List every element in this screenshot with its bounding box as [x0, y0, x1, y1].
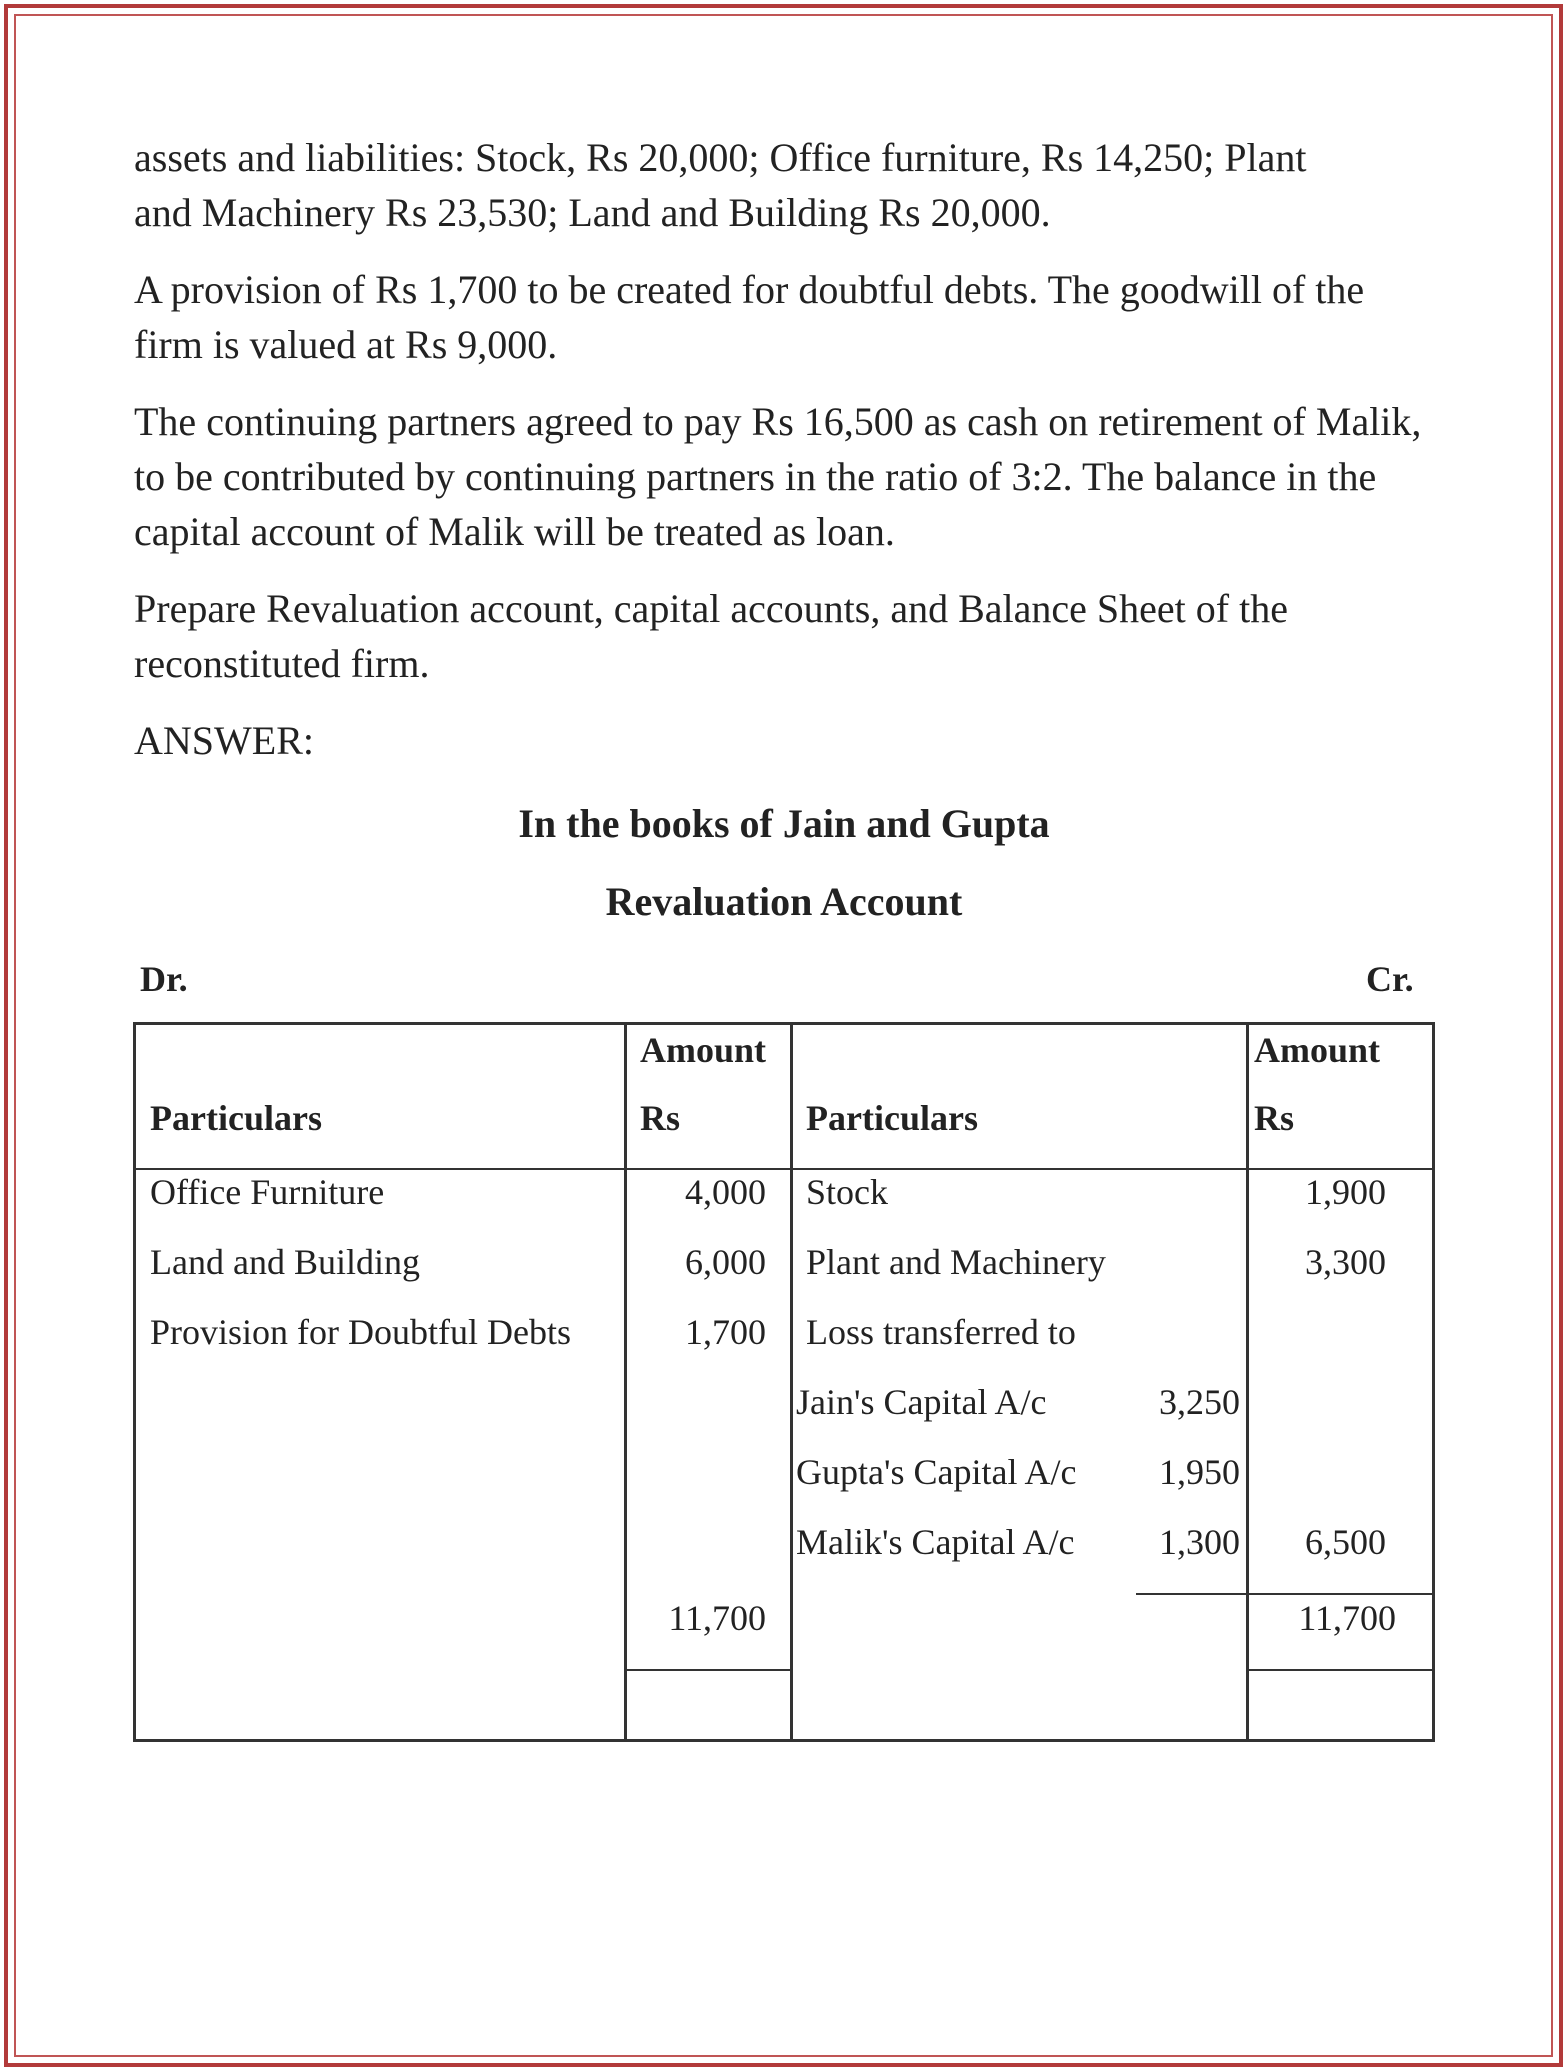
debit-total-rule-bottom [624, 1669, 792, 1671]
credit-total-rule-top [1136, 1593, 1432, 1595]
loss-total-amount: 6,500 [1305, 1522, 1386, 1562]
header-rs-right: Rs [1254, 1098, 1295, 1138]
debit-row-particulars: Land and Building [150, 1242, 420, 1282]
column-divider [790, 1025, 793, 1739]
credit-row-particulars: Plant and Machinery [806, 1242, 1106, 1282]
question-text [134, 130, 1434, 794]
credit-row-amount: 1,900 [1305, 1172, 1386, 1212]
header-rule [136, 1168, 1432, 1170]
loss-split-account: Malik's Capital A/c [796, 1522, 1075, 1562]
cr-label: Cr. [1366, 959, 1414, 999]
answer-label: ANSWER: [134, 718, 314, 763]
header-particulars-left: Particulars [150, 1098, 322, 1138]
heading-account: Revaluation Account [605, 879, 963, 924]
column-divider [624, 1025, 627, 1739]
credit-row-particulars: Loss transferred to [806, 1312, 1076, 1352]
credit-total: 11,700 [1298, 1598, 1396, 1638]
heading-books: In the books of Jain and Gupta [518, 801, 1050, 846]
loss-split-account: Jain's Capital A/c [796, 1382, 1047, 1422]
debit-row-amount: 1,700 [685, 1312, 766, 1352]
debit-row-particulars: Provision for Doubtful Debts [150, 1312, 571, 1352]
header-rs-left: Rs [640, 1098, 681, 1138]
loss-split-amount: 1,300 [1159, 1522, 1240, 1562]
paragraph-continuing-partners: The continuing partners agreed to pay Rs 16,500 as cash on retirement of Malik, to be contributed by continuing partners in the ratio of 3:2. The balance in the capital account of Malik will be treated as loan. [134, 399, 1422, 554]
debit-row-amount: 6,000 [685, 1242, 766, 1282]
credit-row-particulars: Stock [806, 1172, 889, 1212]
loss-split-account: Gupta's Capital A/c [796, 1452, 1077, 1492]
debit-total: 11,700 [668, 1598, 766, 1638]
credit-row-amount: 3,300 [1305, 1242, 1386, 1282]
loss-split-amount: 3,250 [1159, 1382, 1240, 1422]
debit-row-amount: 4,000 [685, 1172, 766, 1212]
header-amount-left: Amount [640, 1030, 767, 1070]
column-divider [1246, 1025, 1249, 1739]
revaluation-account-table [133, 1022, 1435, 1742]
dr-label: Dr. [140, 959, 188, 999]
debit-row-particulars: Office Furniture [150, 1172, 385, 1212]
paragraph-assets: assets and liabilities: Stock, Rs 20,000; Office furniture, Rs 14,250; Plant and Machinery Rs 23,530; Land and Building Rs 20,000. [134, 135, 1307, 235]
header-amount-right: Amount [1254, 1030, 1381, 1070]
header-particulars-right: Particulars [806, 1098, 978, 1138]
paragraph-prepare: Prepare Revaluation account, capital accounts, and Balance Sheet of the reconstituted firm. [134, 586, 1288, 686]
credit-total-rule-bottom [1246, 1669, 1432, 1671]
paragraph-provision: A provision of Rs 1,700 to be created for doubtful debts. The goodwill of the firm is valued at Rs 9,000. [134, 267, 1365, 367]
loss-split-amount: 1,950 [1159, 1452, 1240, 1492]
